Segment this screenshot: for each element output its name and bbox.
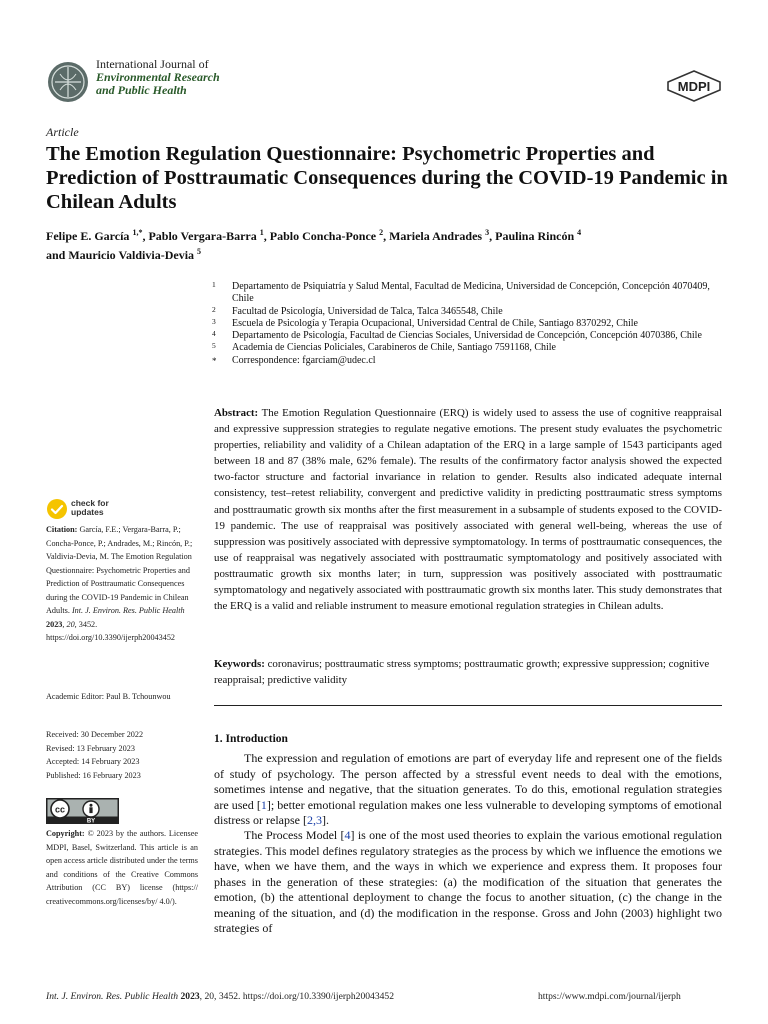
keywords-label: Keywords: <box>214 658 265 670</box>
affiliation-number: 3 <box>212 316 216 326</box>
correspondence-item <box>212 355 722 367</box>
citation-link[interactable]: 1 <box>260 797 267 812</box>
check-updates-line2: updates <box>71 507 104 517</box>
affiliation-text: Departamento de Psicología, Facultad de Ciencias Sociales, Universidad de Concepción, Concepción 4070386, Chile <box>232 330 702 342</box>
revised-date: Revised: 13 February 2023 <box>46 743 135 753</box>
affiliation-item <box>212 281 722 306</box>
journal-name-line3: and Public Health <box>96 83 187 97</box>
author-name: Pablo Vergara-Barra <box>148 229 257 243</box>
affiliation-text: Facultad de Psicología, Universidad de Talca, Talca 3465548, Chile <box>232 305 503 317</box>
paragraph-text: The Process Model [ <box>244 828 345 842</box>
footer-journal: Int. J. Environ. Res. Public Health <box>46 991 179 1002</box>
journal-name-line2: Environmental Research <box>96 70 220 84</box>
journal-logo-icon <box>46 60 90 104</box>
abstract-label: Abstract: <box>214 407 259 419</box>
citation-doi[interactable]: , 3452. https://doi.org/10.3390/ijerph20043452 <box>46 619 176 642</box>
authors-conjunction: and <box>46 248 66 262</box>
author-affiliation-mark: 4 <box>577 228 582 237</box>
section-divider <box>214 705 722 706</box>
affiliation-number: 2 <box>212 304 216 314</box>
author-name: Paulina Rincón <box>495 229 575 243</box>
author-name: Felipe E. García <box>46 229 130 243</box>
footer-doi[interactable]: , 20, 3452. https://doi.org/10.3390/ijerph20043452 <box>199 991 395 1002</box>
mdpi-logo <box>666 70 722 102</box>
cc-by-label: BY <box>86 818 96 824</box>
check-updates-icon <box>46 498 68 520</box>
affiliation-text: Departamento de Psiquiatría y Salud Mental, Facultad de Medicina, Universidad de Concepción, Concepción 4070409, Chile <box>232 281 710 305</box>
published-date: Published: 16 February 2023 <box>46 770 141 780</box>
author-affiliation-mark: 5 <box>197 247 202 256</box>
citation-link[interactable]: 4 <box>344 828 351 842</box>
journal-name-line1: International Journal of <box>96 57 209 71</box>
affiliation-number: 1 <box>212 280 216 289</box>
author-affiliation-mark: 3 <box>485 228 490 237</box>
abstract-text: The Emotion Regulation Questionnaire (ERQ) is widely used to assess the use of cognitive reappraisal and expressive suppression strategies to regulate negative emotions. The present study evaluates the psychometric properties, reliability and validity of a Chilean adaptation of the ERQ in a large sample of 1543 participants aged between 18 and 87 (38% male, 62% female). The results of the confirmatory factor analysis showed the expected two-factor structure and factorial invariance in relation to gender. Results also indicated adequate internal consistency, test–retest reliability, convergent and predictive validity in predicting posttraumatic stress symptoms and posttraumatic growth six months after the first measurement in a subsample of students exposed to the COVID-19 pandemic. The use of reappraisal was positively associated with general well-being, whereas the use of suppression was positively associated with depressive symptomatology. In terms of posttraumatic consequences, the use of reappraisal was negatively associated with posttraumatic symptomatology and positively associated with posttraumatic growth six months later; in turn, suppression was positively associated with posttraumatic symptomatology and negatively associated with posttraumatic growth six months later. This study demonstrates that the ERQ is a valid and reliable instrument to measure emotional regulation strategies in Chilean adults. <box>214 407 723 613</box>
paragraph-text: ]. <box>321 813 329 827</box>
accepted-date: Accepted: 14 February 2023 <box>46 757 140 766</box>
affiliation-number: 4 <box>212 329 216 339</box>
publication-dates <box>46 728 196 782</box>
citation-journal: Int. J. Environ. Res. Public Health <box>71 606 185 615</box>
affiliations-list <box>212 281 722 367</box>
copyright-text: © 2023 by the authors. Licensee MDPI, Basel, Switzerland. This article is an open access article distributed under the terms and conditions of the Creative Commons Attribution (CC BY) license (https:// creativecommons.org/licenses/by/ 4.0/). <box>46 829 199 906</box>
copyright-label: Copyright: <box>46 829 85 838</box>
intro-paragraph-2 <box>214 828 722 937</box>
affiliation-item <box>212 306 722 318</box>
paragraph-text: ] is one of the most used theories to explain the various emotional regulation strategies. This model defines regulatory strategies as the process by which we influence the emotions we have, when we have them, and the ways in which we experience and express them. It proposes four phases in the generation of these strategies: (a) the modification of the situation that generates the emotion, (b) the attentional deployment to change the focus to another situation, (c) the change in the meaning of the situation, and (d) the modification in the response. Gross and John (2003) highlight two strategies of <box>214 828 722 935</box>
copyright-notice <box>46 827 198 908</box>
affiliation-item <box>212 330 722 342</box>
keywords <box>214 656 722 688</box>
publisher-name: MDPI <box>677 79 711 94</box>
affiliation-item <box>212 318 722 330</box>
affiliation-text: Academia de Ciencias Policiales, Carabineros de Chile, Santiago 7591168, Chile <box>232 342 556 354</box>
paragraph-text: ]; better emotional regulation makes one less vulnerable to developing symptoms of emotional distress or relapse [ <box>214 797 723 827</box>
svg-text:cc: cc <box>54 804 66 815</box>
author-affiliation-mark: 1 <box>259 228 264 237</box>
abstract <box>214 405 722 614</box>
footer-journal-url[interactable]: https://www.mdpi.com/journal/ijerph <box>538 991 681 1002</box>
affiliation-number: * <box>212 355 217 366</box>
author-name: Mariela Andrades <box>389 229 483 243</box>
intro-paragraph-1 <box>214 751 722 829</box>
affiliation-text: Escuela de Psicología y Terapia Ocupacional, Universidad Central de Chile, Santiago 8370292, Chile <box>232 317 638 329</box>
affiliation-item <box>212 342 722 354</box>
citation-text: García, F.E.; Vergara-Barra, P.; Concha-Ponce, P.; Andrades, M.; Rincón, P.; Valdivia-Devia, M. The Emotion Regulation Questionnaire: Psychometric Properties and Prediction of Posttraumatic Consequences during the COVID-19 Pandemic in Chilean Adults. <box>46 525 193 615</box>
check-for-updates-button[interactable] <box>46 497 126 523</box>
citation-block: Citation: García, F.E.; Vergara-Barra, P.; Concha-Ponce, P.; Andrades, M.; Rincón, P.; Valdivia-Devia, M. The Emotion Regulation Questionnaire: Psychometric Properties and Prediction of Posttraumatic Consequences during the COVID-19 Pandemic in Chilean Adults. Int. J. Environ. Res. Public Health 2023, 20, 3452. https://doi.org/10.3390/ijerph20043452 <box>46 525 193 642</box>
footer-citation <box>46 991 394 1002</box>
article-title: The Emotion Regulation Questionnaire: Psychometric Properties and Prediction of Posttraumatic Consequences during the COVID-19 Pandemic in Chilean Adults <box>46 143 728 213</box>
journal-name <box>96 58 220 97</box>
author-affiliation-mark: 1,* <box>132 228 143 237</box>
cc-by-license-badge[interactable] <box>46 798 119 824</box>
affiliation-number: 5 <box>212 341 216 351</box>
paragraph-text: The expression and regulation of emotions are part of everyday life and represent one of the fields of study of psychology. The person affected by a stressful event needs to deal with the emotions, sometimes intense and negative, that the situation generates. To do this, emotional regulation strategies are used [ <box>214 751 722 812</box>
citation-volume: 20 <box>66 619 75 629</box>
citation-year: 2023 <box>46 619 63 629</box>
author-name: Mauricio Valdivia-Devia <box>68 248 195 262</box>
footer-year: 2023 <box>180 991 200 1002</box>
correspondence-text: Correspondence: fgarciam@udec.cl <box>232 354 376 366</box>
citation-link[interactable]: 2,3 <box>306 813 322 827</box>
academic-editor: Academic Editor: Paul B. Tchounwou <box>46 692 171 701</box>
article-type: Article <box>46 125 79 139</box>
author-name: Pablo Concha-Ponce <box>269 229 377 243</box>
keywords-text: coronavirus; posttraumatic stress symptoms; posttraumatic growth; expressive suppression; cognitive reappraisal; predictive validity <box>214 658 710 686</box>
check-updates-line1: check for <box>71 498 109 508</box>
author-list: Felipe E. García $^{1,*}$, Pablo Vergara-Barra $^1$, Pablo Concha-Ponce $^2$, Mariela Andrades $^3$, Paulina Rincón $^4$ and Mauricio Valdivia-Devia $^5$ <box>46 228 582 262</box>
section-heading-introduction: 1. Introduction <box>214 733 288 745</box>
received-date: Received: 30 December 2022 <box>46 730 144 739</box>
citation-label: Citation: <box>46 525 78 534</box>
author-affiliation-mark: 2 <box>379 228 384 237</box>
